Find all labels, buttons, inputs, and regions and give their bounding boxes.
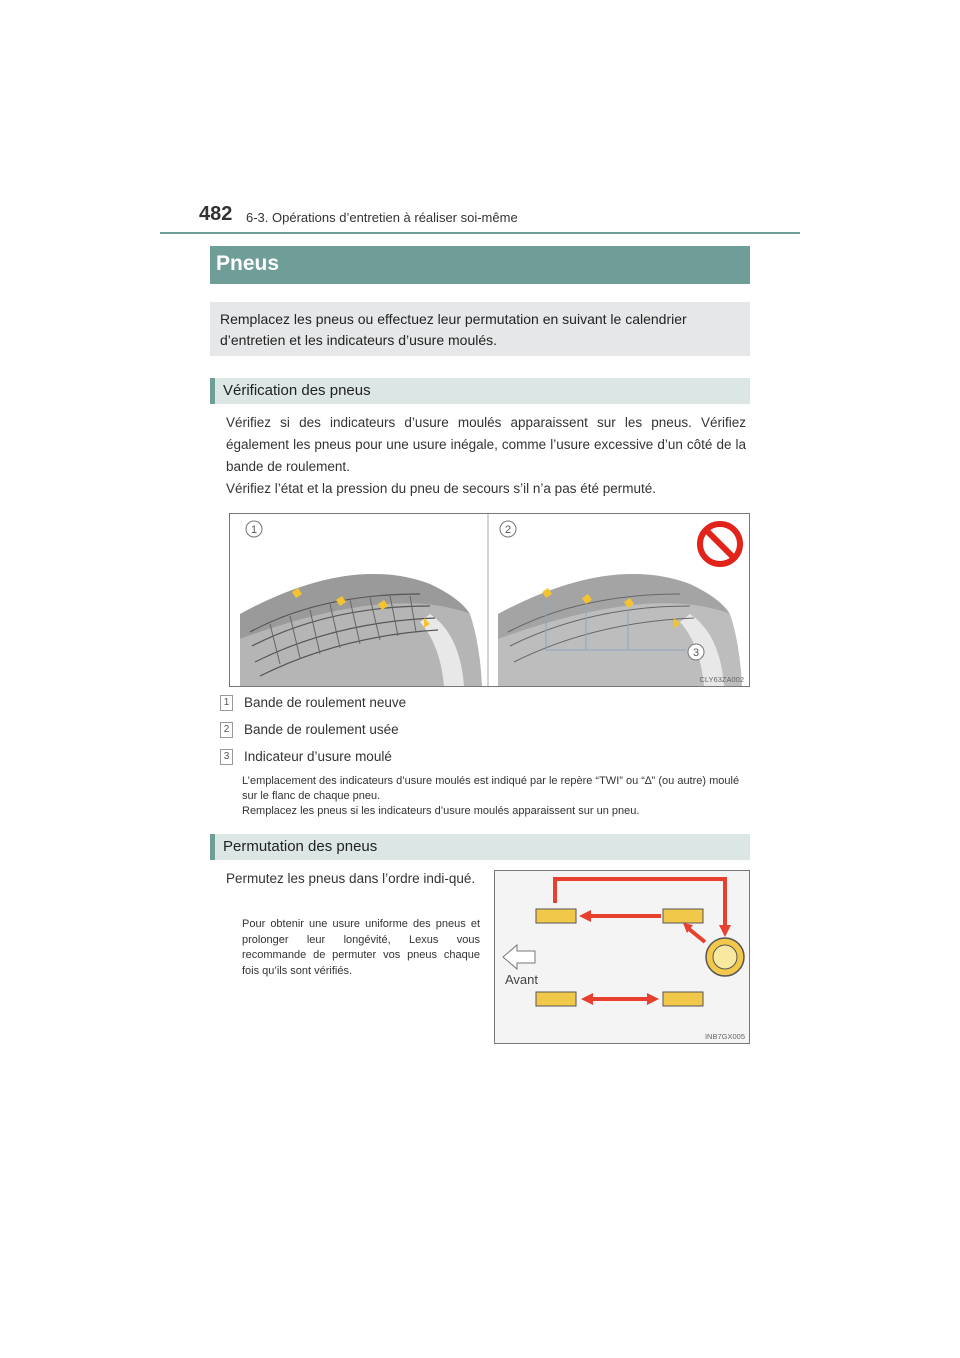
callout-3-text: Indicateur d’usure moulé bbox=[244, 749, 392, 764]
page-number: 482 bbox=[199, 203, 233, 225]
intro-box bbox=[210, 302, 750, 356]
check-para-2: Vérifiez l’état et la pression du pneu de secours s’il n’a pas été permuté. bbox=[226, 481, 656, 496]
label-1 bbox=[246, 521, 262, 537]
check-body bbox=[226, 412, 746, 500]
tire-front-left bbox=[536, 909, 576, 923]
tire-rear-right bbox=[663, 992, 703, 1006]
tire-front-right bbox=[663, 909, 703, 923]
rotation-diagram bbox=[494, 870, 750, 1044]
label-1-text: 1 bbox=[250, 524, 258, 536]
callout-3-num: 3 bbox=[220, 749, 233, 765]
section-title-bar bbox=[210, 246, 750, 284]
wear-indicator-note bbox=[242, 774, 752, 819]
section-heading-check bbox=[210, 378, 750, 404]
label-3 bbox=[688, 644, 704, 660]
callout-1-num: 1 bbox=[220, 695, 233, 711]
callout-1-text: Bande de roulement neuve bbox=[244, 695, 407, 710]
wear-note-2: Remplacez les pneus si les indicateurs d’usure moulés apparaissent sur un pneu. bbox=[242, 805, 640, 817]
rotation-note: Pour obtenir une usure uniforme des pneus et prolonger leur longévité, Lexus vous recommande de permuter vos pneus chaque fois qu’ils sont vérifiés. bbox=[242, 918, 480, 977]
chapter-title: 6-3. Opérations d’entretien à réaliser soi-même bbox=[246, 210, 518, 225]
callout-2 bbox=[220, 722, 399, 738]
tire-wear-illustration bbox=[229, 513, 750, 687]
intro-text: Remplacez les pneus ou effectuez leur permutation en suivant le calendrier d’entretien et les indicateurs d’usure moulés. bbox=[220, 311, 687, 348]
section-heading-rotation-label: Permutation des pneus bbox=[223, 838, 378, 855]
page-title: Pneus bbox=[216, 252, 280, 275]
section-heading-rotation bbox=[210, 834, 750, 860]
spare-tire bbox=[706, 938, 744, 976]
label-2 bbox=[500, 521, 516, 537]
tire-wear-svg bbox=[230, 514, 749, 686]
callout-1 bbox=[220, 695, 406, 711]
callout-3 bbox=[220, 749, 392, 765]
rotation-image-code: INB7GX005 bbox=[704, 1032, 745, 1041]
label-3-text: 3 bbox=[692, 647, 700, 659]
rotation-svg bbox=[495, 871, 749, 1043]
callout-2-num: 2 bbox=[220, 722, 233, 738]
rotation-body: Permutez les pneus dans l’ordre indi-qué. bbox=[226, 871, 476, 886]
check-para-1: Vérifiez si des indicateurs d’usure moulés apparaissent sur les pneus. Vérifiez également les pneus pour une usure inégale, comme l’usure excessive d’un côté de la bande de roulement. bbox=[226, 415, 746, 474]
front-label: Avant bbox=[505, 972, 539, 987]
label-2-text: 2 bbox=[504, 524, 512, 536]
wear-note-1: L’emplacement des indicateurs d’usure moulés est indiqué par le repère “TWI” ou “∆” (ou autre) moulé sur le flanc de chaque pneu. bbox=[242, 775, 740, 802]
header-rule bbox=[160, 232, 800, 234]
tire-rear-left bbox=[536, 992, 576, 1006]
section-heading-check-label: Vérification des pneus bbox=[223, 382, 371, 399]
tire-image-code: CLY63ZA002 bbox=[699, 675, 744, 684]
callout-2-text: Bande de roulement usée bbox=[244, 722, 399, 737]
